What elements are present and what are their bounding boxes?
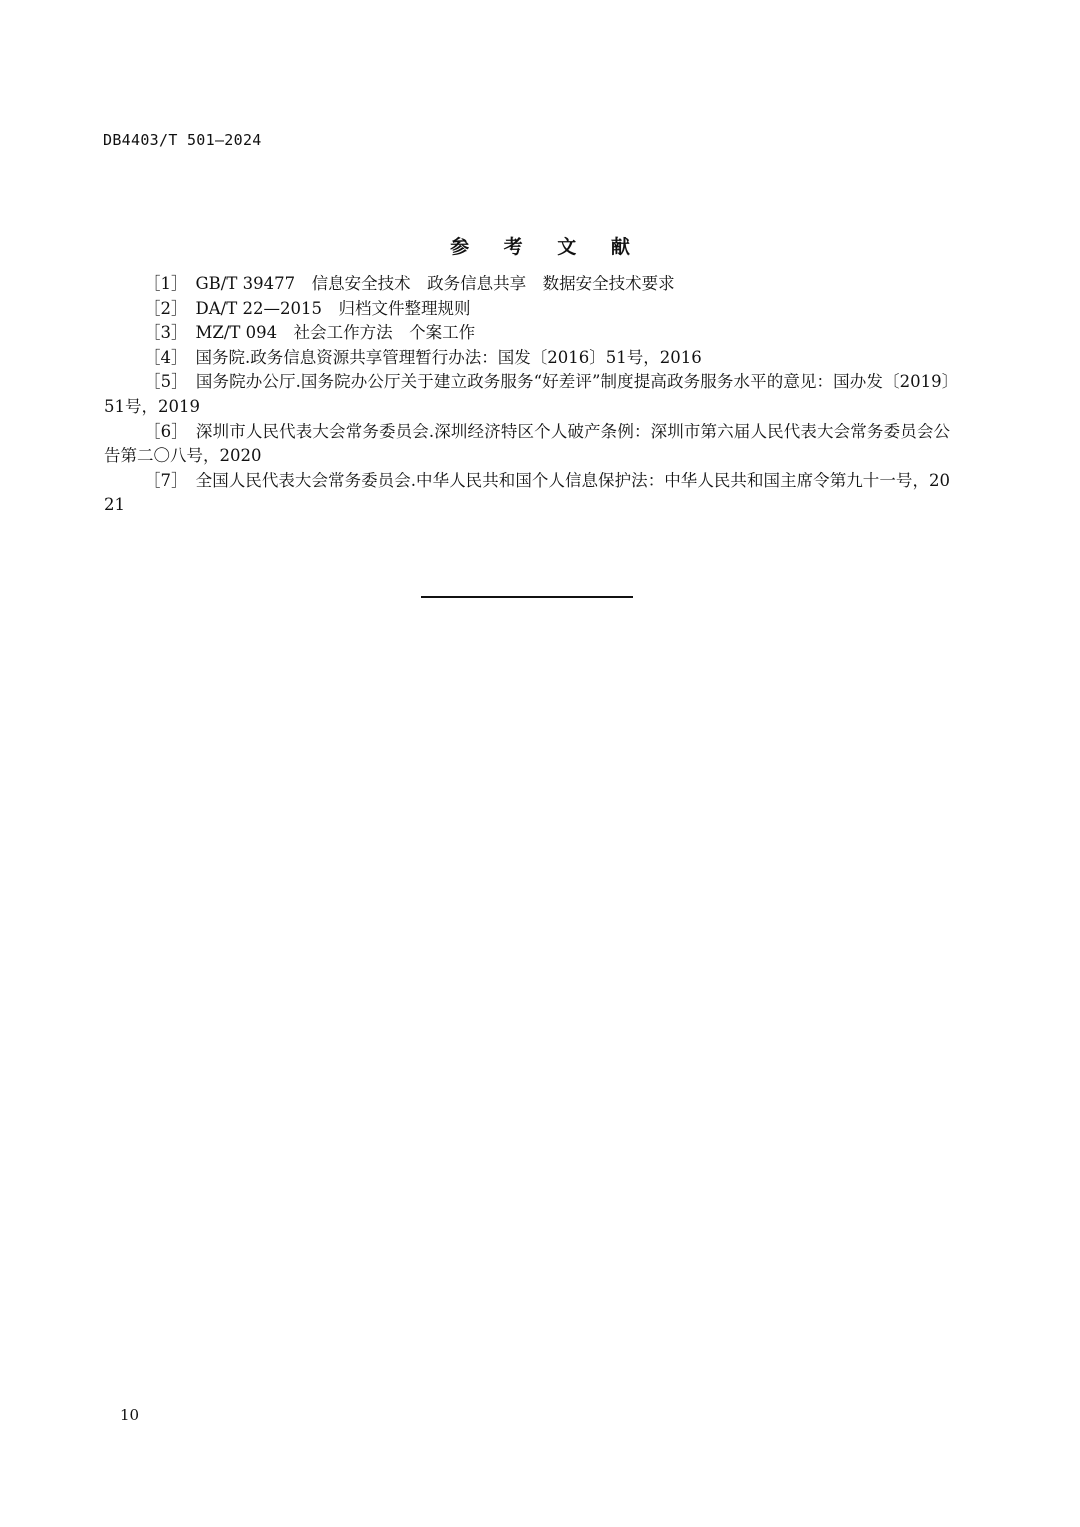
reference-number: ［2］ (144, 298, 188, 318)
document-identifier: DB4403/T 501—2024 (103, 131, 262, 149)
reference-text: MZ/T 094 社会工作方法 个案工作 (195, 323, 476, 343)
reference-number: ［3］ (144, 323, 188, 343)
page-number: 10 (120, 1406, 140, 1424)
reference-item (104, 272, 950, 297)
reference-item (104, 469, 950, 518)
reference-number: ［4］ (144, 347, 188, 367)
reference-number: ［6］ (144, 421, 188, 441)
reference-text: 深圳市人民代表大会常务委员会.深圳经济特区个人破产条例：深圳市第六届人民代表大会常务委员会公告第二〇八号，2020 (104, 421, 950, 466)
reference-text: 国务院办公厅.国务院办公厅关于建立政务服务“好差评”制度提高政务服务水平的意见：国办发〔2019〕51号，2019 (104, 372, 951, 416)
reference-item (104, 420, 950, 469)
reference-number: ［5］ (144, 372, 188, 392)
reference-text: DA/T 22—2015 归档文件整理规则 (195, 298, 471, 318)
reference-item (104, 346, 950, 371)
end-of-document-rule (421, 596, 633, 598)
reference-item (104, 370, 950, 419)
reference-number: ［7］ (144, 470, 188, 490)
reference-item (104, 321, 950, 346)
reference-text: 全国人民代表大会常务委员会.中华人民共和国个人信息保护法：中华人民共和国主席令第九十一号，2021 (104, 470, 950, 515)
reference-text: 国务院.政务信息资源共享管理暂行办法：国发〔2016〕51号，2016 (195, 347, 702, 367)
reference-text: GB/T 39477 信息安全技术 政务信息共享 数据安全技术要求 (195, 274, 675, 293)
references-heading: 参 考 文 献 (450, 236, 644, 258)
reference-number: ［1］ (144, 274, 188, 293)
reference-list (104, 272, 950, 518)
reference-item (104, 297, 950, 322)
